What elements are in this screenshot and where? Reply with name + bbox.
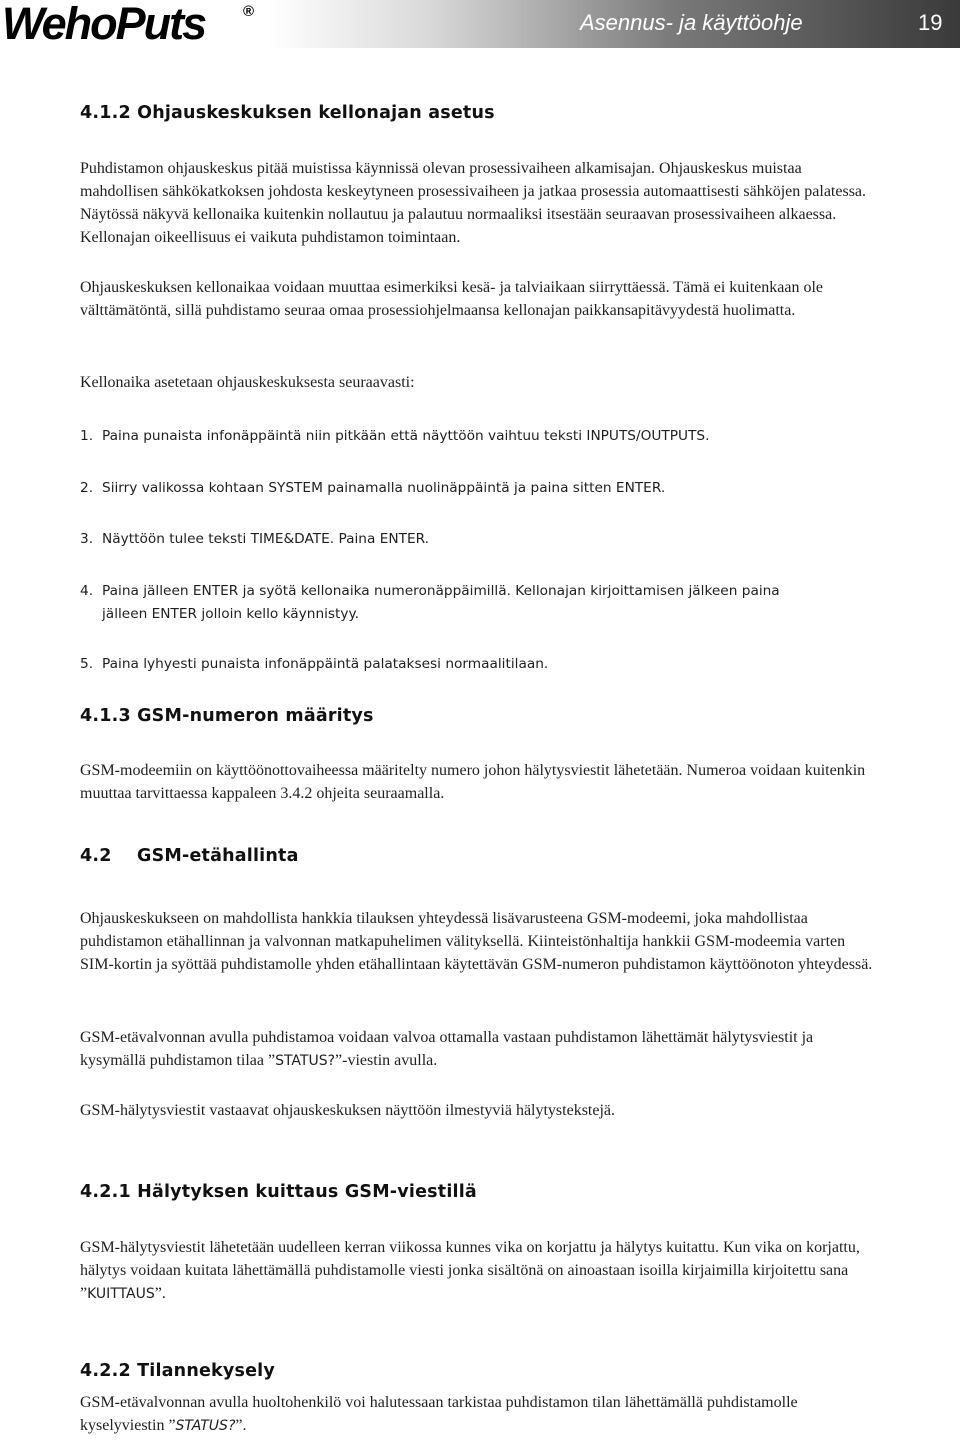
heading-4-2-1: 4.2.1 Hälytyksen kuittaus GSM-viestillä xyxy=(80,1182,477,1202)
list-item xyxy=(80,653,880,676)
paragraph: Puhdistamon ohjauskeskus pitää muistissa käynnissä olevan prosessivaiheen alkamisajan. Ohjauskeskus muistaa mahdollisen sähkökatkoksen johdosta keskeytyneen prosessivaiheen ja jatkaa prosessia automaattisesti sähköjen palatessa. Näytössä näkyvä kellonaika kuitenkin nollautuu ja palautuu normaaliksi itsestään seuraavan prosessivaiheen alkaessa. Kellonajan oikeellisuus ei vaikuta puhdistamon toimintaan. xyxy=(80,160,867,246)
paragraph xyxy=(80,1026,880,1073)
text-run: GSM-hälytysviestit lähetetään uudelleen kerran viikossa kunnes vika on korjattu ja hälytys kuitattu. Kun vika on korjattu, hälytys voidaan kuitata lähettämällä puhdistamolle viesti jonka sisältönä on ainoastaan isoilla kirjaimilla kirjoitettu sana ” xyxy=(80,1239,860,1302)
list-item xyxy=(80,477,880,500)
text-run: ”-viestin avulla. xyxy=(335,1052,438,1069)
page-number: 19 xyxy=(918,10,943,35)
text-run: ”. xyxy=(235,1417,247,1434)
heading-4-1-3: 4.1.3 GSM-numeron määritys xyxy=(80,706,374,726)
code-text: KUITTAUS xyxy=(87,1286,155,1302)
list-item-text: Paina punaista infonäppäintä niin pitkään että näyttöön vaihtuu teksti INPUTS/OUTPUTS. xyxy=(102,428,710,444)
list-item-number: 4. xyxy=(80,583,94,599)
heading-4-2-2: 4.2.2 Tilannekysely xyxy=(80,1361,275,1381)
heading-4-2 xyxy=(80,846,299,866)
list-item-text: Paina jälleen ENTER ja syötä kellonaika numeronäppäimillä. Kellonajan kirjoittamisen jälkeen paina jälleen ENTER jolloin kello käynnistyy. xyxy=(102,583,780,622)
paragraph: Ohjauskeskukseen on mahdollista hankkia tilauksen yhteydessä lisävarusteena GSM-modeemi, joka mahdollistaa puhdistamon etähallinnan ja valvonnan matkapuhelimen välityksellä. Kiinteistönhaltija hankkii GSM-modeemia varten SIM-kortin ja syöttää puhdistamolle yhden etähallintaan käytettävän GSM-numeron puhdistamon käyttöönoton yhteydessä. xyxy=(80,910,873,973)
list-item-text: Siirry valikossa kohtaan SYSTEM painamalla nuolinäppäintä ja paina sitten ENTER. xyxy=(102,480,666,496)
list-item-text: Paina lyhyesti punaista infonäppäintä palataksesi normaalitilaan. xyxy=(102,656,549,672)
code-text: STATUS? xyxy=(275,1053,336,1069)
paragraph: Ohjauskeskuksen kellonaikaa voidaan muuttaa esimerkiksi kesä- ja talviaikaan siirryttäessä. Tämä ei kuitenkaan ole välttämätöntä, sillä puhdistamo seuraa omaa prosessiohjelmaansa kellonajan paikkansapitävyydestä huolimatta. xyxy=(80,279,824,319)
list-item xyxy=(80,528,880,551)
paragraph: Kellonaika asetetaan ohjauskeskuksesta seuraavasti: xyxy=(80,374,415,391)
registered-mark: ® xyxy=(243,3,255,20)
text-run: ”. xyxy=(154,1285,166,1302)
brand-logo: WehoPuts xyxy=(2,0,206,49)
paragraph xyxy=(80,1391,880,1438)
list-item xyxy=(80,425,880,448)
paragraph xyxy=(80,1236,880,1306)
text-run: GSM-etävalvonnan avulla huoltohenkilö voi halutessaan tarkistaa puhdistamon tilan lähettämällä puhdistamolle kyselyviestin ” xyxy=(80,1394,798,1434)
paragraph: GSM-hälytysviestit vastaavat ohjauskeskuksen näyttöön ilmestyviä hälytystekstejä. xyxy=(80,1102,616,1119)
code-text: STATUS? xyxy=(175,1418,236,1434)
list-item-number: 5. xyxy=(80,656,94,672)
document-title: Asennus- ja käyttöohje xyxy=(580,10,803,35)
heading-text: GSM-etähallinta xyxy=(137,846,299,866)
list-item xyxy=(80,580,800,626)
list-item-number: 3. xyxy=(80,531,94,547)
heading-4-1-2: 4.1.2 Ohjauskeskuksen kellonajan asetus xyxy=(80,103,495,123)
list-item-number: 2. xyxy=(80,480,94,496)
paragraph: GSM-modeemiin on käyttöönottovaiheessa määritelty numero johon hälytysviestit lähetetään. Numeroa voidaan kuitenkin muuttaa tarvittaessa kappaleen 3.4.2 ohjeita seuraamalla. xyxy=(80,762,866,802)
list-item-number: 1. xyxy=(80,428,94,444)
list-item-text: Näyttöön tulee teksti TIME&DATE. Paina ENTER. xyxy=(102,531,429,547)
heading-number: 4.2 xyxy=(80,846,112,866)
text-run: GSM-etävalvonnan avulla puhdistamoa voidaan valvoa ottamalla vastaan puhdistamon lähettämät hälytysviestit ja kysymällä puhdistamon tilaa ” xyxy=(80,1029,814,1069)
